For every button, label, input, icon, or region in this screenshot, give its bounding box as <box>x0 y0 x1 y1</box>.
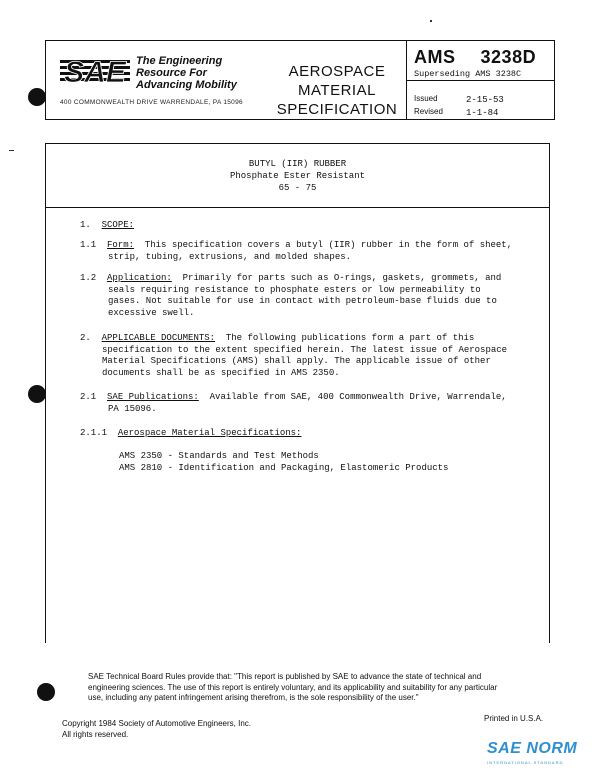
section-number: 1.2 <box>80 273 97 283</box>
section-2-1-1 <box>80 428 545 440</box>
ams-number-value: 3238D <box>480 47 537 67</box>
section-number: 1. <box>80 220 91 230</box>
doc-type-line: MATERIAL <box>298 82 376 99</box>
section-heading: APPLICABLE DOCUMENTS: <box>101 333 216 343</box>
section-text: Primarily for parts such as O-rings, gaskets, grommets, and <box>182 273 502 283</box>
sae-address: 400 COMMONWEALTH DRIVE WARRENDALE, PA 15096 <box>60 99 243 106</box>
note-line: SAE Technical Board Rules provide that: "This report is published by SAE to advance the state of technical and <box>88 672 482 681</box>
section-2 <box>80 333 545 379</box>
section-1-1 <box>80 240 545 263</box>
issued-date: 2-15-53 <box>466 95 504 105</box>
doc-type-line: AEROSPACE <box>288 63 386 80</box>
copyright-line: Copyright 1984 Society of Automotive Engineers, Inc. <box>62 719 251 728</box>
section-heading: Form: <box>107 240 135 250</box>
ams-label: AMS <box>414 47 456 67</box>
tagline-line: Resource For <box>136 67 207 79</box>
section-1 <box>80 220 134 232</box>
section-heading: Aerospace Material Specifications: <box>117 428 302 438</box>
ams-number <box>414 47 536 68</box>
section-heading: SCOPE: <box>101 220 135 230</box>
punch-hole-middle <box>28 385 46 403</box>
scan-speck <box>430 20 432 22</box>
sae-logo <box>60 56 130 88</box>
issued-label: Issued <box>414 94 438 103</box>
section-text: documents shall be as specified in AMS 2350. <box>102 367 340 378</box>
revised-date: 1-1-84 <box>466 108 499 118</box>
scan-speck <box>9 150 14 151</box>
section-2-1 <box>80 392 545 415</box>
section-text: specification to the extent specified herein. The latest issue of Aerospace <box>102 344 508 355</box>
reference-list <box>119 451 549 474</box>
section-number: 2.1.1 <box>80 428 108 438</box>
divider <box>407 80 555 81</box>
section-text: Material Specifications (AMS) shall apply. The applicable issue of other <box>102 356 491 366</box>
section-text: gases. Not suitable for use in contact with petroleum-base fluids due to <box>108 296 497 306</box>
reference-item: AMS 2810 - Identification and Packaging, Elastomeric Products <box>119 462 449 473</box>
title-divider <box>45 207 550 208</box>
doc-type <box>263 62 411 119</box>
note-line: use, including any patent infringement arising therefrom, is the sole responsibility of the user." <box>88 693 419 702</box>
tagline-line: The Engineering <box>136 55 223 67</box>
section-text: PA 15096. <box>108 403 157 414</box>
doc-type-line: SPECIFICATION <box>276 101 398 118</box>
section-text: Available from SAE, 400 Commonwealth Drive, Warrendale, <box>209 392 507 402</box>
section-text: The following publications form a part of this <box>225 333 475 343</box>
board-rules-note <box>88 672 528 704</box>
watermark-logo: SAE NORM <box>487 740 578 757</box>
title-line-2: Phosphate Ester Resistant <box>229 171 366 181</box>
section-1-2 <box>80 273 545 319</box>
section-number: 2.1 <box>80 392 97 402</box>
punch-hole-bottom <box>37 683 55 701</box>
copyright-line: All rights reserved. <box>62 729 129 739</box>
printed-in: Printed in U.S.A. <box>484 714 544 723</box>
section-text: This specification covers a butyl (IIR) rubber in the form of sheet, <box>144 240 513 250</box>
material-title <box>45 158 550 194</box>
sae-tagline <box>136 55 237 91</box>
section-number: 2. <box>80 333 91 343</box>
superseding-note: Superseding AMS 3238C <box>414 69 522 79</box>
section-text: seals requiring resistance to phosphate esters or low permeability to <box>108 284 481 295</box>
section-text: strip, tubing, extrusions, and molded shapes. <box>108 251 352 262</box>
section-heading: Application: <box>107 273 172 283</box>
section-number: 1.1 <box>80 240 97 250</box>
reference-item: AMS 2350 - Standards and Test Methods <box>119 451 319 461</box>
section-text: excessive swell. <box>108 307 195 318</box>
note-line: engineering sciences. The use of this report is entirely voluntary, and its applicability and suitability for any particular <box>88 682 498 692</box>
punch-hole-top <box>28 88 46 106</box>
svg-text:SAE: SAE <box>64 56 126 88</box>
title-line-1: BUTYL (IIR) RUBBER <box>248 159 347 169</box>
revised-label: Revised <box>414 107 443 116</box>
watermark-subtext: INTERNATIONAL STANDARD <box>487 760 564 765</box>
section-heading: SAE Publications: <box>107 392 199 402</box>
tagline-line: Advancing Mobility <box>136 79 237 91</box>
copyright <box>62 719 251 740</box>
title-line-3: 65 - 75 <box>278 183 317 193</box>
